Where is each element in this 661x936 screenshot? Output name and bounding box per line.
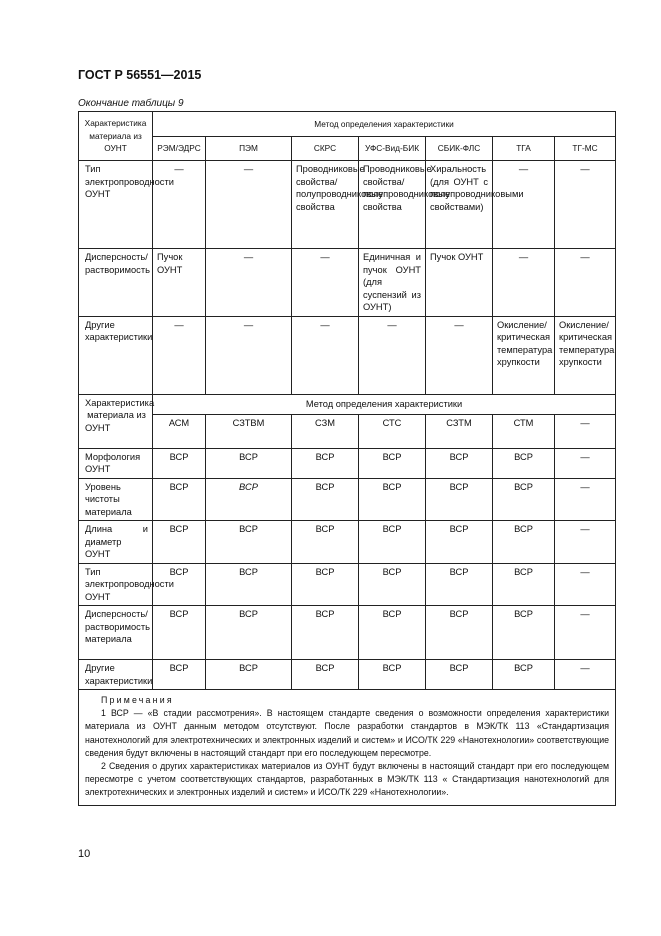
row-label: Тип электропроводности ОУНТ xyxy=(79,563,153,606)
table-cell: ВСР xyxy=(493,448,555,478)
table-cell: — xyxy=(555,161,616,249)
table-cell: ВСР xyxy=(426,563,493,606)
table-row xyxy=(79,660,616,690)
table-cell: — xyxy=(555,660,616,690)
table-cell: ВСР xyxy=(426,448,493,478)
table-cell: ВСР xyxy=(206,521,292,564)
table-row xyxy=(79,249,616,317)
table-row xyxy=(79,563,616,606)
table-row xyxy=(79,448,616,478)
table2-header-row xyxy=(79,394,616,414)
table-cell: ВСР xyxy=(426,478,493,521)
note-item: 1 ВСР — «В стадии рассмотрения». В настоящем стандарте сведения о возможности определения характеристики материала из ОУНТ данным методом отсутствуют. После разработки стандартов в МЭК/ТК 113 «Стандартизация нанотехнологий для электротехнических и электронных изделий и систем» и ИСО/ТК 229 «Нанотехнологии» соответствующие сведения будут включены в настоящий стандарт при его последующем пересмотре. xyxy=(85,708,610,758)
table-cell: ВСР xyxy=(153,448,206,478)
table-cell: ВСР xyxy=(359,606,426,660)
table-cell: — xyxy=(292,249,359,317)
table-cell: ВСР xyxy=(153,563,206,606)
table-cell: ВСР xyxy=(426,606,493,660)
table-cell: — xyxy=(555,521,616,564)
table-cell: ВСР xyxy=(153,660,206,690)
table-cell: — xyxy=(555,478,616,521)
column-header: СКРС xyxy=(292,137,359,161)
table-cell: Проводниковые свойства/ полупроводниковые свойства xyxy=(359,161,426,249)
column-header: СЗТМ xyxy=(426,414,493,448)
table-cell: ВСР xyxy=(493,521,555,564)
table-cell: ВСР xyxy=(206,478,292,521)
table-cell: ВСР xyxy=(153,478,206,521)
table-cell: ВСР xyxy=(493,563,555,606)
table-cell: ВСР xyxy=(359,448,426,478)
table-cell: ВСР xyxy=(292,606,359,660)
table-cell: — xyxy=(555,448,616,478)
table-cell: ВСР xyxy=(359,563,426,606)
row-label: Дисперсность/растворимость xyxy=(79,249,153,317)
table-cell: Единичная и пучок ОУНТ (для суспензий из ОУНТ) xyxy=(359,249,426,317)
table-cell: Окисление/критическая температура хрупкости xyxy=(555,316,616,394)
column-header: РЭМ/ЭДРС xyxy=(153,137,206,161)
notes-block xyxy=(79,690,616,806)
table-cell: — xyxy=(555,606,616,660)
column-header: СТС xyxy=(359,414,426,448)
table2-column-header-row xyxy=(79,414,616,448)
table-cell: ВСР xyxy=(206,606,292,660)
table-cell: ВСР xyxy=(206,660,292,690)
table-cell: ВСР xyxy=(493,606,555,660)
characteristics-table xyxy=(78,111,616,806)
table-cell: — xyxy=(153,316,206,394)
table-cell: Окисление/критическая температура хрупкости xyxy=(493,316,555,394)
table-row xyxy=(79,521,616,564)
table-cell: Хиральность (для ОУНТ с полупроводниковыми свойствами) xyxy=(426,161,493,249)
table-cell: — xyxy=(206,249,292,317)
notes-title: Примечания xyxy=(101,695,174,705)
table-cell: ВСР xyxy=(153,606,206,660)
table-row xyxy=(79,478,616,521)
table-row xyxy=(79,316,616,394)
column-header: СЗМ xyxy=(292,414,359,448)
column-header: ТГА xyxy=(493,137,555,161)
table-cell: — xyxy=(292,316,359,394)
table-cell: — xyxy=(206,316,292,394)
table-cell: ВСР xyxy=(292,448,359,478)
column-header: УФС-Вид-БИК xyxy=(359,137,426,161)
table2-group-header: Метод определения характеристики xyxy=(153,394,616,414)
table-cell: ВСР xyxy=(292,563,359,606)
table-cell: — xyxy=(153,161,206,249)
column-header: АСМ xyxy=(153,414,206,448)
table-cell: ВСР xyxy=(292,660,359,690)
table-cell: — xyxy=(359,316,426,394)
table-cell: ВСР xyxy=(359,478,426,521)
table-cell: Пучок ОУНТ xyxy=(153,249,206,317)
table-cell: — xyxy=(493,249,555,317)
table-cell: Пучок ОУНТ xyxy=(426,249,493,317)
row-label: Тип электропроводности ОУНТ xyxy=(79,161,153,249)
table-row xyxy=(79,161,616,249)
table-caption: Окончание таблицы 9 xyxy=(78,98,184,109)
table1-column-header-row xyxy=(79,137,616,161)
row-label: Уровень чистоты материала xyxy=(79,478,153,521)
table1-group-header: Метод определения характеристики xyxy=(153,112,616,137)
table-cell: — xyxy=(493,161,555,249)
table-cell: — xyxy=(206,161,292,249)
table-cell: ВСР xyxy=(292,521,359,564)
column-header: ТГ-МС xyxy=(555,137,616,161)
page-number: 10 xyxy=(78,848,91,860)
table-cell: ВСР xyxy=(359,660,426,690)
table-cell: — xyxy=(555,249,616,317)
table-row xyxy=(79,606,616,660)
table-cell: ВСР xyxy=(426,660,493,690)
column-header: СТМ xyxy=(493,414,555,448)
row-label: Морфология ОУНТ xyxy=(79,448,153,478)
row-label: Другие характеристики xyxy=(79,316,153,394)
column-header: СЗТВМ xyxy=(206,414,292,448)
document-standard-id: ГОСТ Р 56551—2015 xyxy=(78,68,202,82)
column-header: СБИК-ФЛС xyxy=(426,137,493,161)
table-cell: ВСР xyxy=(493,660,555,690)
table1-row-header-title: Характеристика материала из ОУНТ xyxy=(79,112,153,161)
table-cell: — xyxy=(426,316,493,394)
row-label: Другие характеристики xyxy=(79,660,153,690)
table-cell: ВСР xyxy=(292,478,359,521)
table-cell: ВСР xyxy=(206,448,292,478)
table-cell: ВСР xyxy=(206,563,292,606)
table2-row-header-title: Характеристика материала из ОУНТ xyxy=(79,394,153,448)
table-cell: ВСР xyxy=(153,521,206,564)
column-header: ПЭМ xyxy=(206,137,292,161)
row-label: Длина и диаметр ОУНТ xyxy=(79,521,153,564)
column-header: — xyxy=(555,414,616,448)
table-cell: ВСР xyxy=(359,521,426,564)
notes-row xyxy=(79,690,616,806)
table-cell: Проводниковые свойства/ полупроводниковые свойства xyxy=(292,161,359,249)
table1-header-row xyxy=(79,112,616,137)
table-cell: ВСР xyxy=(493,478,555,521)
row-label: Дисперсность/растворимость материала xyxy=(79,606,153,660)
note-item: 2 Сведения о других характеристиках материалов из ОУНТ будут включены в настоящий стандарт при его последующем пересмотре с учетом соответствующих стандартов, разработанных в МЭК/ТК 113 « Стандартизация нанотехнологий для электротехнических и электронных изделий и систем» и ИСО/ТК 229 «Нанотехнологии». xyxy=(85,761,610,798)
table-cell: ВСР xyxy=(426,521,493,564)
table-cell: — xyxy=(555,563,616,606)
